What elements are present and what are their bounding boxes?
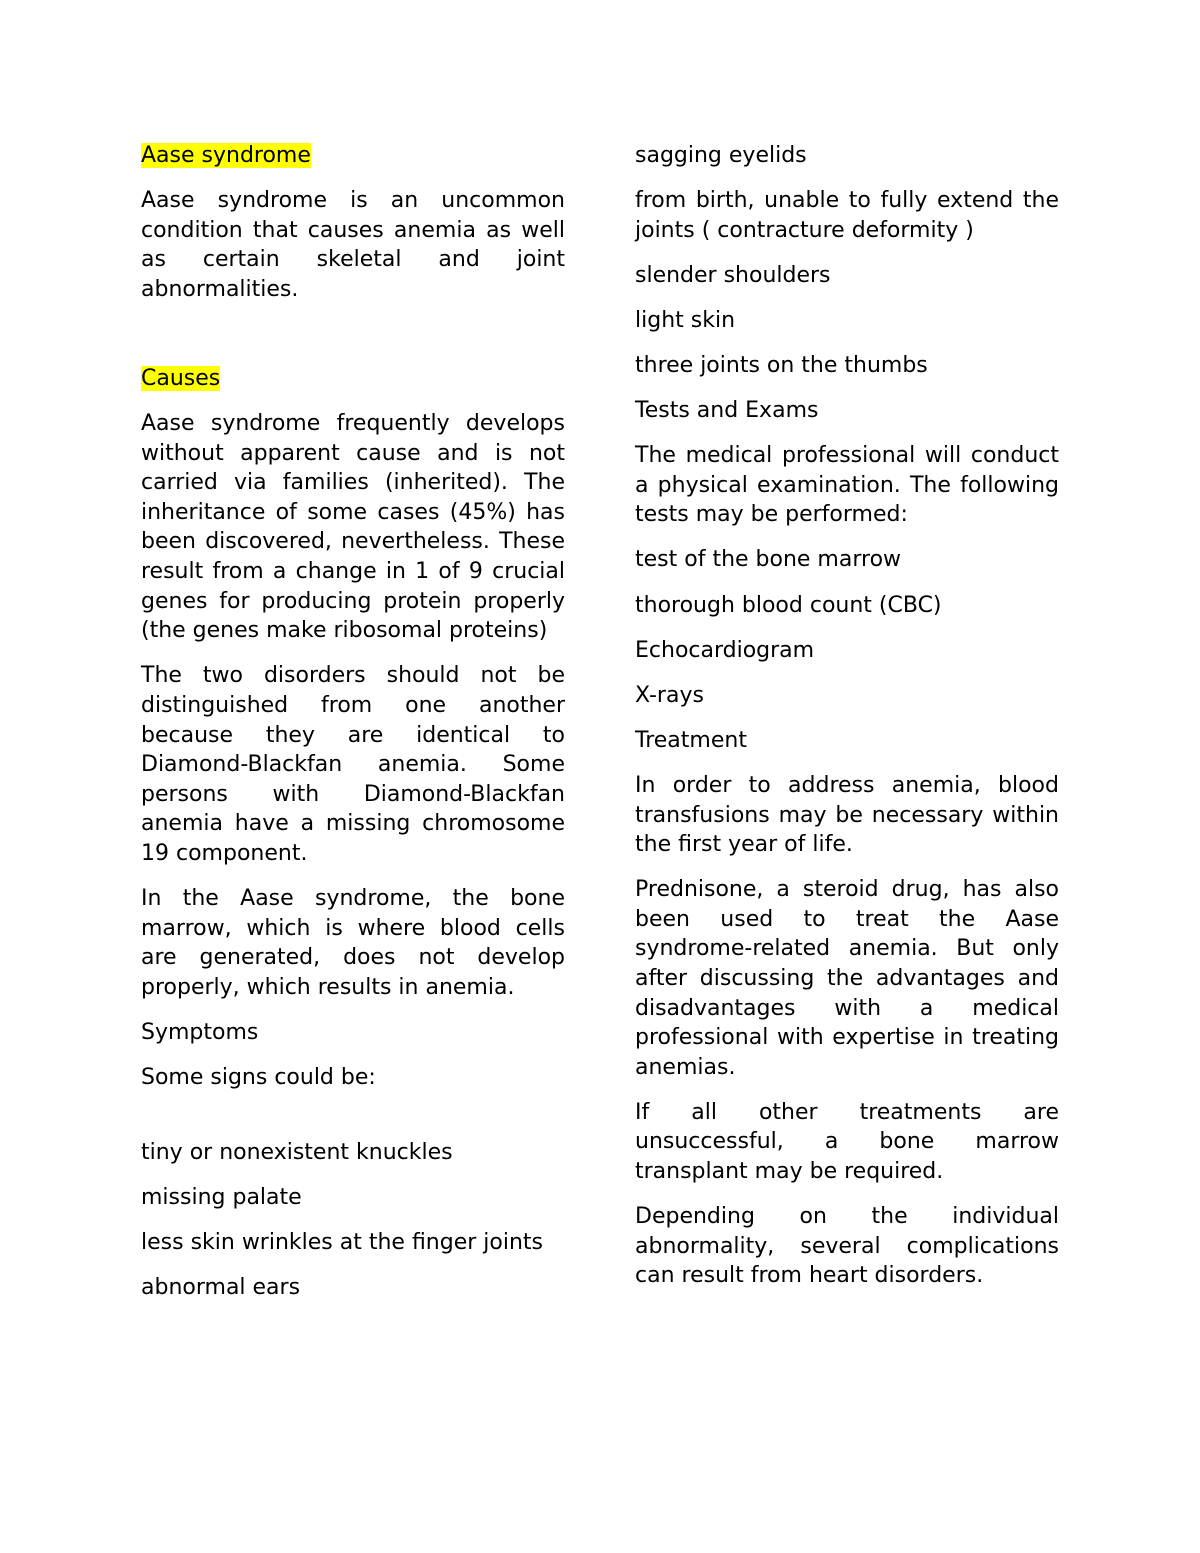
- symptom-item: from birth, unable to fully extend the joints ( contracture deformity ): [635, 188, 1059, 243]
- treatment-paragraph-3: If all other treatments are unsuccessful, a bone marrow transplant may be required.: [635, 1099, 1059, 1185]
- symptom-item: slender shoulders: [635, 262, 831, 288]
- tests-intro-paragraph: The medical professional will conduct a physical examination. The following tests may be performed:: [635, 443, 1059, 528]
- left-column: [141, 141, 565, 1318]
- symptom-item: missing palate: [141, 1185, 302, 1211]
- blank-line: [141, 1108, 565, 1138]
- highlighted-causes: Causes: [141, 365, 221, 391]
- test-item: test of the bone marrow: [635, 547, 902, 573]
- symptom-item: three joints on the thumbs: [635, 352, 928, 378]
- symptom-item: sagging eyelids: [635, 143, 807, 168]
- tests-heading: Tests and Exams: [635, 398, 819, 424]
- causes-paragraph-3: In the Aase syndrome, the bone marrow, which is where blood cells are generated, does not develop properly, which results in anemia.: [141, 885, 565, 1000]
- highlighted-title: Aase syndrome: [141, 143, 311, 168]
- symptoms-heading: Symptoms: [141, 1019, 259, 1045]
- symptoms-intro: Some signs could be:: [141, 1064, 376, 1090]
- complications-paragraph: Depending on the individual abnormality, several complications can result from heart disorders.: [635, 1204, 1059, 1289]
- symptom-item: abnormal ears: [141, 1275, 301, 1301]
- title-heading: [141, 141, 565, 171]
- right-column: [635, 141, 1059, 1306]
- test-item: Echocardiogram: [635, 637, 815, 663]
- treatment-heading: Treatment: [635, 727, 747, 753]
- intro-paragraph: Aase syndrome is an uncommon condition that causes anemia as well as certain skeletal and joint abnormalities.: [141, 188, 565, 302]
- symptom-item: tiny or nonexistent knuckles: [141, 1140, 453, 1166]
- symptom-item: light skin: [635, 307, 736, 333]
- treatment-paragraph-2: Prednisone, a steroid drug, has also been used to treat the Aase syndrome-related anemia. But only after discussing the advantages and disadvantages with a medical professional with expertise in treating anemias.: [635, 877, 1059, 1080]
- test-item: thorough blood count (CBC): [635, 592, 942, 618]
- blank-line: [141, 320, 565, 364]
- symptom-item: less skin wrinkles at the finger joints: [141, 1230, 544, 1256]
- causes-heading: [141, 364, 565, 394]
- causes-paragraph-1: Aase syndrome frequently develops without apparent cause and is not carried via families (inherited). The inheritance of some cases (45%) has been discovered, nevertheless. These result from a change in 1 of 9 crucial genes for producing protein properly (the genes make ribosomal proteins): [141, 411, 565, 644]
- treatment-paragraph-1: In order to address anemia, blood transfusions may be necessary within the first year of life.: [635, 772, 1059, 858]
- causes-paragraph-2: The two disorders should not be distinguished from one another because they are identical to Diamond-Blackfan anemia. Some persons with Diamond-Blackfan anemia have a missing chromosome 19 component.: [141, 663, 565, 866]
- test-item: X-rays: [635, 682, 704, 708]
